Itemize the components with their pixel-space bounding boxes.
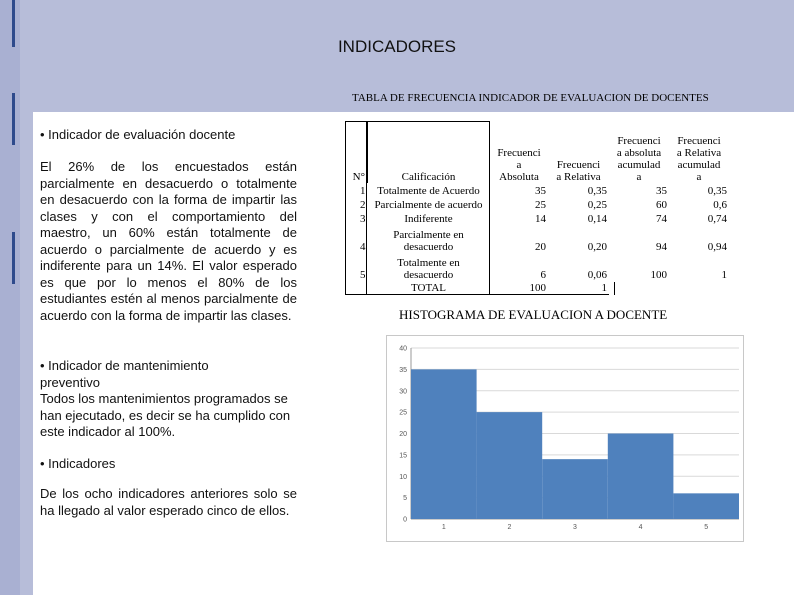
slide-marker-bottom (12, 232, 15, 284)
row-fa: 25 (535, 198, 546, 211)
header-absoluta-acumulada: Frecuenci a absoluta acumulad a (616, 134, 662, 183)
y-tick-label: 40 (399, 345, 407, 353)
header-relativa-acumulada: Frecuenci a Relativa acumulad a (676, 134, 722, 183)
total-empty (346, 281, 368, 295)
row-ar: 0,6 (713, 198, 727, 211)
header-no: N° (346, 122, 368, 183)
histogram-bar (608, 434, 674, 520)
heading-indicadores: • Indicadores (40, 456, 116, 471)
histogram-svg (387, 336, 743, 541)
left-strip (0, 0, 20, 595)
y-tick-label: 0 (403, 516, 407, 524)
row-fr: 0,14 (587, 212, 607, 225)
row-aa: 94 (656, 240, 667, 253)
histogram-bar (542, 459, 608, 519)
row-fr: 0,25 (587, 198, 607, 211)
table-row (346, 211, 730, 225)
row-no: 4 (360, 240, 366, 253)
row-no: 1 (360, 184, 366, 197)
slide-marker-middle (12, 93, 15, 145)
x-tick-label: 5 (704, 524, 709, 531)
paragraph-evaluacion-docente: El 26% de los encuestados están parcialmente en desacuerdo o totalmente en desacuerdo con la forma de impartir las clases y con el comportamiento del maestro, un 60% están totalmente de acuerdo o parcialmente de acuerdo y es indiferente para un 14%. El valor esperado es que por lo menos el 80% de los estudiantes estén al menos parcialmente de acuerdo con la forma de impartir las clases. (40, 159, 297, 323)
y-tick-label: 25 (399, 409, 407, 417)
histogram-chart (386, 335, 744, 542)
row-aa: 74 (656, 212, 667, 225)
table-row (346, 183, 730, 197)
row-fa: 14 (535, 212, 546, 225)
row-no: 3 (360, 212, 366, 225)
table-total-row (346, 281, 730, 295)
total-label: TOTAL (368, 281, 490, 295)
row-aa: 100 (650, 268, 667, 281)
table-row (346, 197, 730, 211)
row-ar: 1 (721, 268, 727, 281)
x-tick-label: 4 (638, 524, 643, 531)
table-border-left (345, 121, 346, 295)
row-fr: 0,20 (587, 240, 607, 253)
row-aa: 35 (656, 184, 667, 197)
total-fa: 100 (490, 281, 549, 295)
row-fr: 0,06 (587, 268, 607, 281)
header-calificacion: Calificación (368, 122, 490, 183)
row-calificacion: Indiferente (404, 212, 453, 225)
heading-mantenimiento: • Indicador de mantenimiento preventivo (40, 358, 209, 390)
x-tick-label: 3 (573, 524, 577, 531)
row-no: 2 (360, 198, 366, 211)
row-fa: 20 (535, 240, 546, 253)
total-ar-empty (669, 281, 729, 295)
row-calificacion: Totalmente de Acuerdo (377, 184, 480, 197)
y-tick-label: 15 (399, 452, 407, 460)
row-aa: 60 (656, 198, 667, 211)
row-ar: 0,94 (707, 240, 727, 253)
histogram-title: HISTOGRAMA DE EVALUACION A DOCENTE (399, 307, 668, 322)
row-calificacion: Parcialmente en desacuerdo (393, 228, 464, 253)
x-tick-label: 1 (441, 524, 446, 531)
y-tick-label: 5 (403, 495, 407, 503)
histogram-bar (411, 369, 477, 519)
total-fr: 1 (548, 281, 609, 295)
row-calificacion: Totalmente en desacuerdo (397, 256, 460, 281)
row-fr: 0,35 (587, 184, 607, 197)
y-tick-label: 30 (399, 388, 407, 396)
header-frecuencia-relativa: Frecuenci a Relativa (556, 158, 601, 183)
row-ar: 0,35 (707, 184, 727, 197)
histogram-bar (673, 493, 739, 519)
y-tick-label: 35 (399, 366, 407, 374)
table-row (346, 225, 730, 253)
table-border-col1 (366, 121, 367, 295)
x-tick-label: 2 (507, 524, 512, 531)
table-border-col4 (614, 282, 615, 295)
row-ar: 0,74 (707, 212, 727, 225)
paragraph-mantenimiento: Todos los mantenimientos programados se han ejecutado, es decir se ha cumplido con este indicador al 100%. (40, 391, 291, 439)
y-tick-label: 20 (399, 431, 407, 438)
heading-evaluacion-docente: • Indicador de evaluación docente (40, 127, 236, 142)
page-title: INDICADORES (337, 37, 457, 56)
y-tick-label: 10 (399, 473, 407, 481)
header-frecuencia-absoluta: Frecuenci a Absoluta (497, 146, 541, 183)
row-calificacion: Parcialmente de acuerdo (374, 198, 483, 211)
table-title: TABLA DE FRECUENCIA INDICADOR DE EVALUACION DE DOCENTES (352, 92, 709, 104)
table-row (346, 253, 730, 281)
total-aa-empty (609, 281, 669, 295)
histogram-bar (477, 412, 543, 519)
row-no: 5 (360, 268, 366, 281)
paragraph-indicadores: De los ocho indicadores anteriores solo se ha llegado al valor esperado cinco de ellos. (40, 486, 297, 518)
table-header-row (346, 122, 730, 183)
table-border-col2 (489, 121, 490, 295)
row-fa: 6 (540, 268, 546, 281)
frequency-table (345, 121, 729, 295)
row-fa: 35 (535, 184, 546, 197)
